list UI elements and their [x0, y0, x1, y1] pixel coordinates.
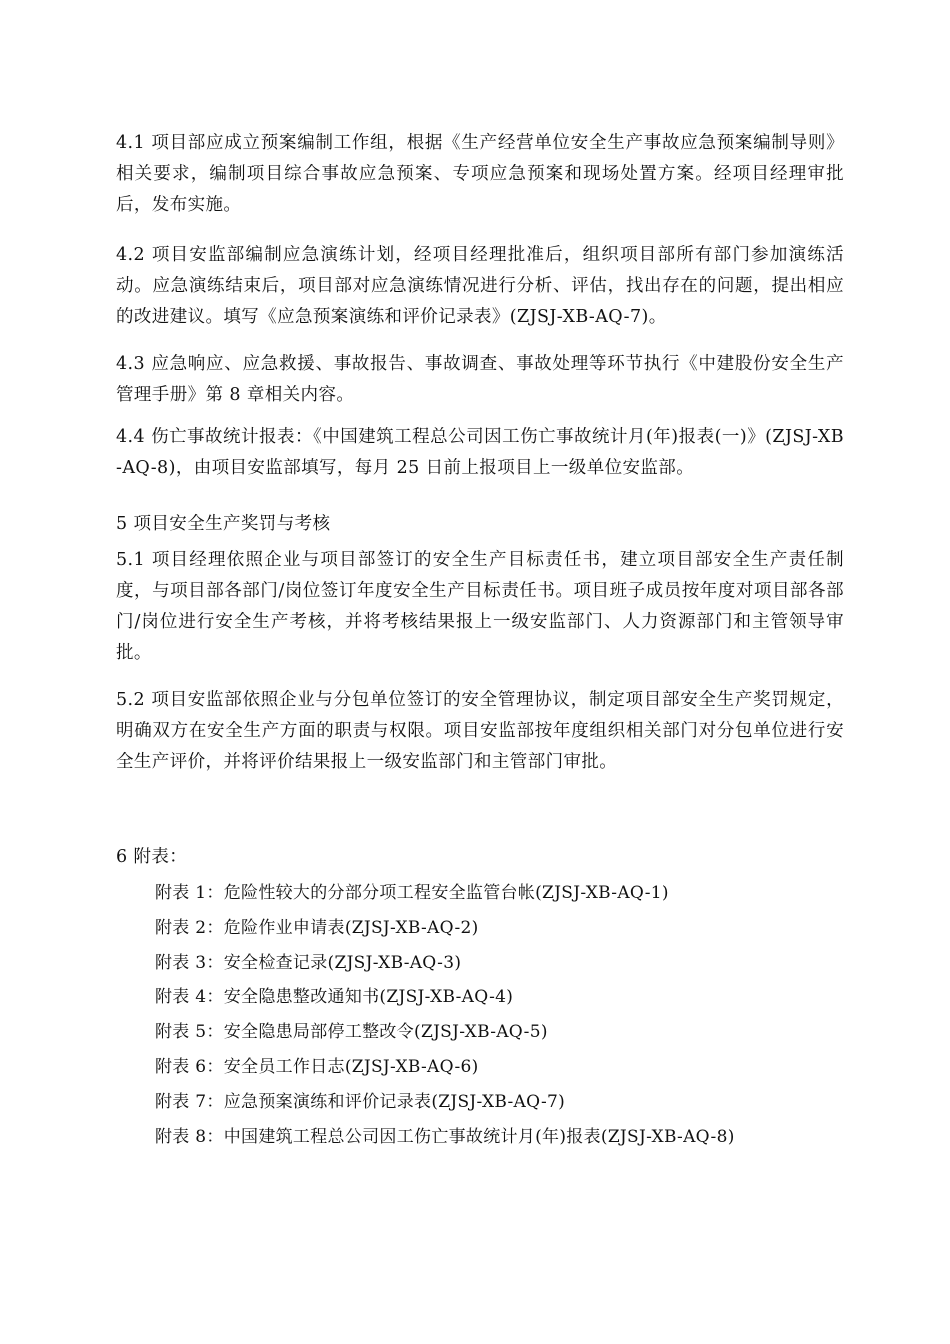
- paragraph-5-2: 5.2 项目安监部依照企业与分包单位签订的安全管理协议，制定项目部安全生产奖罚规定，明确双方在安全生产方面的职责与权限。项目安监部按年度组织相关部门对分包单位进行安全生产评价，并将评价结果报上一级安监部门和主管部门审批。: [116, 690, 844, 772]
- paragraph-4-3: 4.3 应急响应、应急救援、事故报告、事故调查、事故处理等环节执行《中建股份安全生产管理手册》第 8 章相关内容。: [116, 354, 844, 405]
- annex-item: 附表 6：安全员工作日志(ZJSJ-XB-AQ-6): [155, 1056, 479, 1077]
- annex-item: 附表 2：危险作业申请表(ZJSJ-XB-AQ-2): [155, 917, 479, 938]
- annex-item: 附表 1：危险性较大的分部分项工程安全监管台帐(ZJSJ-XB-AQ-1): [155, 883, 669, 903]
- annex-item: 附表 5：安全隐患局部停工整改令(ZJSJ-XB-AQ-5): [155, 1022, 548, 1043]
- annex-item: 附表 4：安全隐患整改通知书(ZJSJ-XB-AQ-4): [155, 987, 514, 1008]
- paragraph-4-4: 4.4 伤亡事故统计报表：《中国建筑工程总公司因工伤亡事故统计月(年)报表(一)》(ZJSJ-XB-AQ-8)，由项目安监部填写，每月 25 日前上报项目上一级单位安监部。: [116, 427, 844, 478]
- section-5-heading: 5 项目安全生产奖罚与考核: [116, 514, 331, 534]
- paragraph-4-1: 4.1 项目部应成立预案编制工作组，根据《生产经营单位安全生产事故应急预案编制导则》相关要求，编制项目综合事故应急预案、专项应急预案和现场处置方案。经项目经理审批后，发布实施。: [116, 133, 844, 215]
- annex-item: 附表 3：安全检查记录(ZJSJ-XB-AQ-3): [155, 952, 462, 973]
- paragraph-5-1: 5.1 项目经理依照企业与项目部签订的安全生产目标责任书，建立项目部安全生产责任制度，与项目部各部门/岗位签订年度安全生产目标责任书。项目班子成员按年度对项目部各部门/岗位进行安全生产考核，并将考核结果报上一级安监部门、人力资源部门和主管领导审批。: [116, 550, 844, 663]
- section-6-heading: 6 附表：: [116, 847, 188, 867]
- paragraph-4-2: 4.2 项目安监部编制应急演练计划，经项目经理批准后，组织项目部所有部门参加演练活动。应急演练结束后，项目部对应急演练情况进行分析、评估，找出存在的问题，提出相应的改进建议。填写《应急预案演练和评价记录表》(ZJSJ-XB-AQ-7)。: [116, 245, 844, 327]
- annex-item: 附表 8：中国建筑工程总公司因工伤亡事故统计月(年)报表(ZJSJ-XB-AQ-8): [155, 1126, 735, 1147]
- annex-list: [155, 876, 735, 1154]
- annex-item: 附表 7：应急预案演练和评价记录表(ZJSJ-XB-AQ-7): [155, 1091, 566, 1112]
